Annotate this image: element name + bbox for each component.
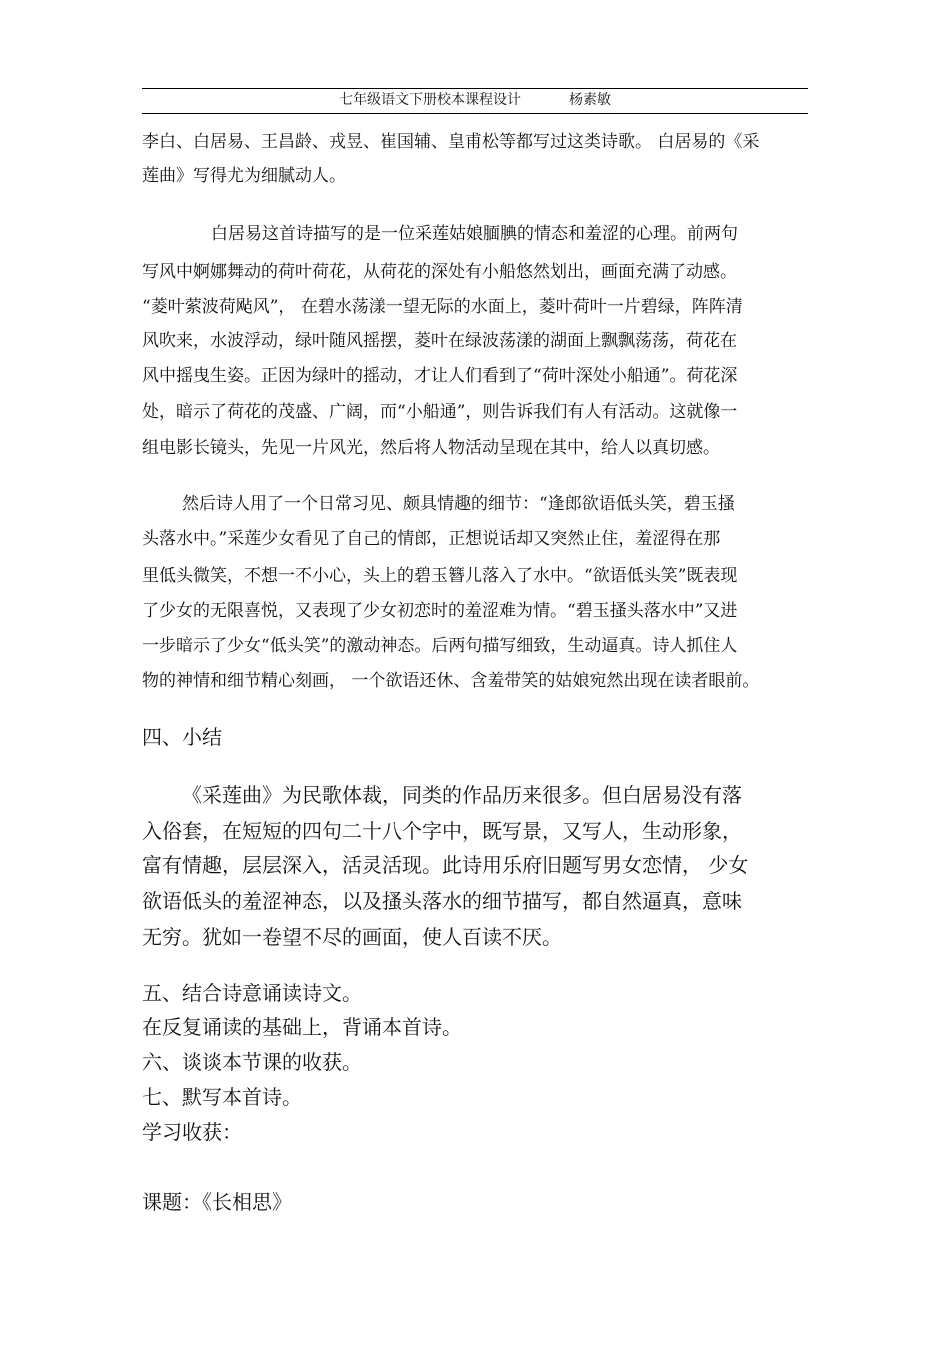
section4-heading: 四、小结 (142, 725, 222, 749)
para2-line-2: 写风中婀娜舞动的荷叶荷花，从荷花的深处有小船悠然划出，画面充满了动感。 (142, 262, 737, 282)
para3-line-4: 了少女的无限喜悦，又表现了少女初恋时的羞涩难为情。“碧玉搔头落水中”又进 (142, 601, 738, 621)
section4-line-4: 欲语低头的羞涩神态，以及搔头落水的细节描写，都自然逼真，意味 (142, 889, 742, 913)
topic-label: 课题：《长相思》 (142, 1190, 292, 1214)
para2-line-7: 组电影长镜头，先见一片风光，然后将人物活动呈现在其中，给人以真切感。 (142, 438, 720, 458)
para3-line-3: 里低头微笑，不想一不小心，头上的碧玉簪儿落入了水中。“欲语低头笑”既表现 (142, 566, 738, 586)
para3-line-2: 头落水中。”采莲少女看见了自己的情郎，正想说话却又突然止住，羞涩得在那 (142, 529, 721, 549)
section4-line-3: 富有情趣，层层深入，活灵活现。此诗用乐府旧题写男女恋情， 少女 (142, 853, 749, 877)
para3-line-5: 一步暗示了少女“低头笑”的激动神态。后两句描写细致，生动逼真。诗人抓住人 (142, 636, 738, 656)
section4-line-5: 无穷。犹如一卷望不尽的画面，使人百读不厌。 (142, 925, 562, 949)
para2-line-4: 风吹来，水波浮动，绿叶随风摇摆，菱叶在绿波荡漾的湖面上飘飘荡荡，荷花在 (142, 331, 737, 351)
header-author: 杨素敏 (569, 92, 611, 108)
section4-line-2: 入俗套，在短短的四句二十八个字中，既写景，又写人，生动形象， (142, 819, 742, 843)
section7-heading: 七、默写本首诗。 (142, 1085, 302, 1109)
para2-line-6: 处，暗示了荷花的茂盛、广阔，而“小船通”，则告诉我们有人有活动。这就像一 (142, 402, 738, 422)
section6-heading: 六、谈谈本节课的收获。 (142, 1050, 362, 1074)
header-title: 七年级语文下册校本课程设计 (339, 92, 521, 108)
page-header (142, 88, 808, 114)
para1-line-1: 李白、白居易、王昌龄、戎昱、崔国辅、皇甫松等都写过这类诗歌。 白居易的《采 (142, 132, 760, 152)
para3-line-1: 然后诗人用了一个日常习见、颇具情趣的细节：“逢郎欲语低头笑，碧玉搔 (182, 494, 735, 514)
para2-line-3: “菱叶萦波荷飐风”， 在碧水荡漾一望无际的水面上，菱叶荷叶一片碧绿，阵阵清 (142, 297, 743, 317)
para1-line-2: 莲曲》写得尤为细腻动人。 (142, 166, 346, 186)
para2-line-1: 白居易这首诗描写的是一位采莲姑娘腼腆的情态和羞涩的心理。前两句 (211, 224, 738, 244)
section5-line: 在反复诵读的基础上，背诵本首诗。 (142, 1015, 462, 1039)
para3-line-6: 物的神情和细节精心刻画， 一个欲语还休、含羞带笑的姑娘宛然出现在读者眼前。 (142, 671, 760, 691)
section4-line-1: 《采莲曲》为民歌体裁，同类的作品历来很多。但白居易没有落 (182, 783, 742, 807)
gains-label: 学习收获： (142, 1120, 242, 1144)
section5-heading: 五、结合诗意诵读诗文。 (142, 981, 362, 1005)
para2-line-5: 风中摇曳生姿。正因为绿叶的摇动，才让人们看到了“荷叶深处小船通”。荷花深 (142, 366, 738, 386)
